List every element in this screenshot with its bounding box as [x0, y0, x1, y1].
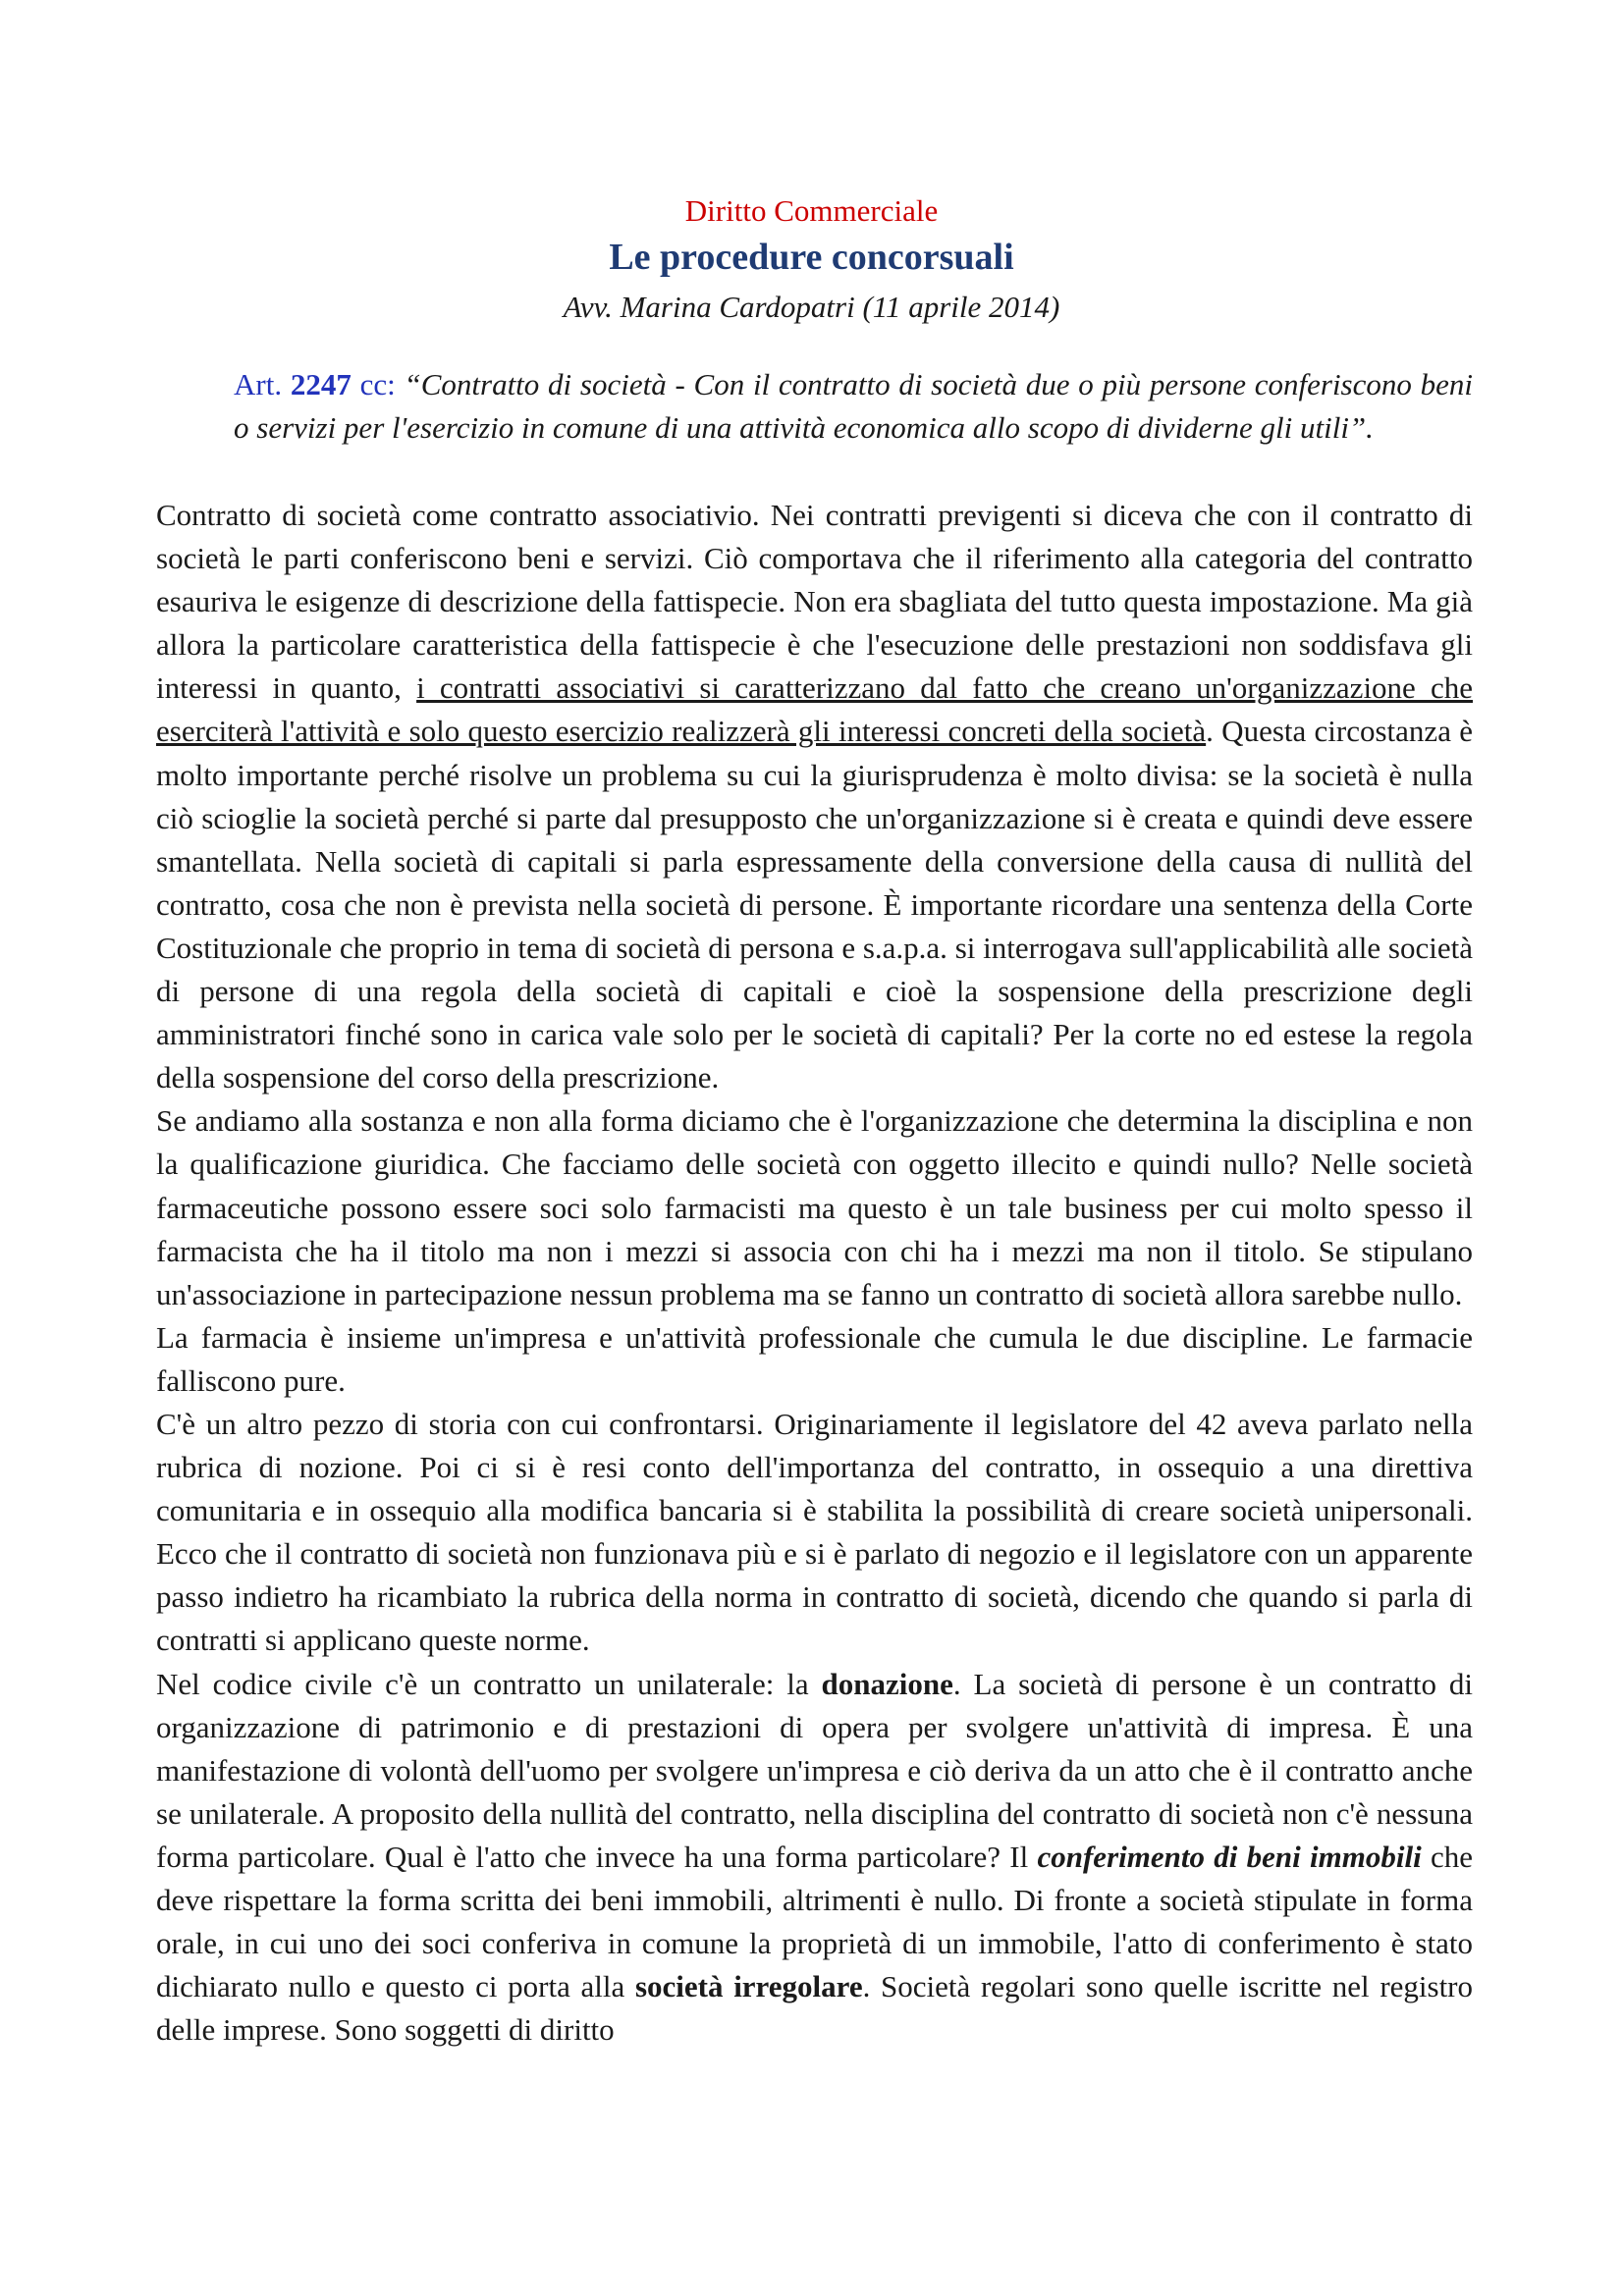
paragraph-3: La farmacia è insieme un'impresa e un'attività professionale che cumula le due discipline. Le farmacie falliscono pure.: [156, 1319, 1473, 1398]
paragraph-2: Se andiamo alla sostanza e non alla forma diciamo che è l'organizzazione che determina la disciplina e non la qualificazione giuridica. Che facciamo delle società con oggetto illecito e quindi nullo? Nelle società farmaceutiche possono essere soci solo farmacisti ma questo è un tale business per cui molto spesso il farmacista che ha il titolo ma non i mezzi si associa con chi ha i mezzi ma non il titolo. Se stipulano un'associazione in partecipazione nessun problema ma se fanno un contratto di società allora sarebbe nullo.: [156, 1103, 1473, 1311]
article-number: 2247: [290, 367, 352, 401]
paragraph-1-text-b: . Questa circostanza è molto importante perché risolve un problema su cui la giurisprudenza è molto divisa: se la società è nulla ciò scioglie la società perché si parte dal presupposto che un'organizzazione si è creata e quindi deve essere smantellata. Nella società di capitali si parla espressamente della conversione della causa di nullità del contratto, cosa che non è prevista nella società di persone. È importante ricordare una sentenza della Corte Costituzionale che proprio in tema di società di persona e s.a.p.a. si interrogava sull'applicabilità alle società di persone di una regola della società di capitali e cioè la sospensione della prescrizione degli amministratori finché sono in carica vale solo per le società di capitali? Per la corte no ed estese la regola della sospensione del corso della prescrizione.: [156, 714, 1473, 1095]
article-label: Art.: [234, 367, 283, 401]
document-body: [156, 494, 1473, 2052]
paragraph-4: C'è un altro pezzo di storia con cui confrontarsi. Originariamente il legislatore del 42 aveva parlato nella rubrica di nozione. Poi ci si è resi conto dell'importanza del contratto, in ossequio a una direttiva comunitaria e in ossequio alla modifica bancaria si è stabilita la possibilità di creare società unipersonali. Ecco che il contratto di società non funzionava più e si è parlato di negozio e il legislatore con un apparente passo indietro ha ricambiato la rubrica della norma in contratto di società, dicendo che quando si parla di contratti si applicano queste norme.: [156, 1406, 1473, 1658]
paragraph-1: [156, 494, 1473, 1099]
bold-term-societa-irregolare: società irregolare: [634, 1969, 863, 2004]
article-reference: [234, 367, 396, 401]
paragraph-5-text-b: . La società di persone è un contratto di organizzazione di patrimonio e di prestazioni di opera per svolgere un'attività di impresa. È una manifestazione di volontà dell'uomo per svolgere un'impresa e ciò deriva da un atto che è il contratto anche se unilaterale. A proposito della nullità del contratto, nella disciplina del contratto di società non c'è nessuna forma particolare. Qual è l'atto che invece ha una forma particolare? Il: [156, 1666, 1473, 1874]
underlined-passage: i contratti associativi si caratterizzano dal fatto che creano un'organizzazione che eserciterà l'attività e solo questo esercizio realizzerà gli interessi concreti della società: [156, 670, 1474, 749]
paragraph-5-text-d: . Società regolari sono quelle iscritte nel registro delle imprese. Sono soggetti di diritto: [156, 1969, 1474, 2048]
article-quote: [234, 363, 1473, 450]
course-subject: Diritto Commerciale: [684, 193, 939, 228]
article-text: “Contratto di società - Con il contratto di società due o più persone conferiscono beni o servizi per l'esercizio in comune di una attività economica allo scopo di dividerne gli utili”.: [234, 367, 1474, 445]
paragraph-5-text-c: che deve rispettare la forma scritta dei beni immobili, altrimenti è nullo. Di fronte a società stipulate in forma orale, in cui uno dei soci conferiva in comune la proprietà di un immobile, l'atto di conferimento è stato dichiarato nullo e questo ci porta alla: [156, 1839, 1473, 2004]
bold-italic-term-conferimento: conferimento di beni immobili: [1037, 1839, 1422, 1874]
bold-term-donazione: donazione: [821, 1666, 953, 1701]
article-code: cc:: [359, 367, 396, 401]
paragraph-5: [156, 1663, 1473, 2053]
lecture-title: Le procedure concorsuali: [609, 237, 1014, 278]
lecture-author-date: Avv. Marina Cardopatri (11 aprile 2014): [563, 290, 1060, 324]
paragraph-5-text-a: Nel codice civile c'è un contratto un unilaterale: la: [156, 1666, 822, 1701]
paragraph-1-text-a: Contratto di società come contratto associativio. Nei contratti previgenti si diceva che con il contratto di società le parti conferiscono beni e servizi. Ciò comportava che il riferimento alla categoria del contratto esauriva le esigenze di descrizione della fattispecie. Non era sbagliata del tutto questa impostazione. Ma già allora la particolare caratteristica della fattispecie è che l'esecuzione delle prestazioni non soddisfava gli interessi in quanto,: [156, 498, 1473, 706]
